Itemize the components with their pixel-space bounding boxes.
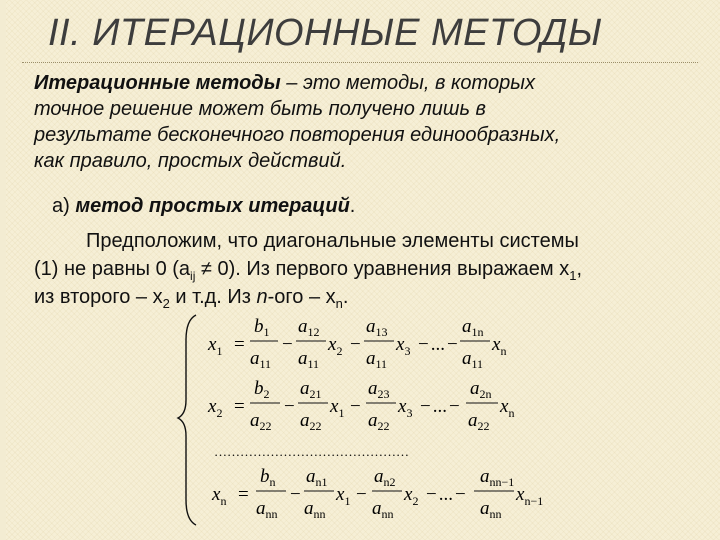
eq1-f3-num: $a_{13}$ xyxy=(366,316,388,339)
eq1-f2-num: $a_{12}$ xyxy=(298,316,320,339)
eq3-f1-den: $a_{nn}$ xyxy=(256,498,278,521)
eq3-lhs: $x_n$ xyxy=(212,484,227,508)
assume-line-2-sub2: 1 xyxy=(569,268,577,283)
equation-1 xyxy=(207,316,506,371)
intro-line-2-text: точное решение может быть получено лишь в xyxy=(34,98,486,120)
eq2-f2-num: $a_{21}$ xyxy=(300,378,322,401)
eq3-f2-den: $a_{nn}$ xyxy=(304,498,326,521)
svg-text:−...−: − ... − xyxy=(426,484,466,505)
eq2-f2-den: $a_{22}$ xyxy=(300,410,322,433)
assume-line-2-sub: ij xyxy=(190,269,196,283)
eq3-f3-num: $a_{n2}$ xyxy=(374,466,396,489)
intro-line-4: как правило, простых действий. xyxy=(34,150,347,172)
svg-text:=: = xyxy=(234,334,245,355)
svg-text:−: − xyxy=(282,334,293,355)
intro-line-3-text: результате бесконечного повторения единообразных, xyxy=(34,124,561,146)
eq2-f3-den: $a_{22}$ xyxy=(368,410,390,433)
svg-text:−: − xyxy=(356,484,367,505)
method-name: метод простых итераций xyxy=(75,195,350,217)
assume-line-2-b: ≠ 0). Из первого уравнения выражаем x xyxy=(195,258,570,280)
eq3-v2: $x_1$ xyxy=(336,484,351,508)
eq1-lhs: $x_1$ xyxy=(208,334,223,358)
assume-line-1: Предположим, что диагональные элементы системы xyxy=(86,230,579,252)
assume-line-2-c: , xyxy=(576,258,583,280)
equation-n xyxy=(211,466,543,521)
svg-text:−: − xyxy=(290,484,301,505)
eq2-v4: $x_n$ xyxy=(500,396,515,420)
method-suffix: . xyxy=(349,195,356,217)
eq2-f3-num: $a_{23}$ xyxy=(368,378,390,401)
eq2-f4-den: $a_{22}$ xyxy=(468,410,490,433)
eq2-v3: $x_3$ xyxy=(398,396,413,420)
svg-text:−: − xyxy=(350,334,361,355)
slide-title: II. ИТЕРАЦИОННЫЕ МЕТОДЫ xyxy=(48,12,603,54)
assume-line-3-n: n xyxy=(256,286,268,308)
system-brace xyxy=(178,315,196,525)
eq1-f2-den: $a_{11}$ xyxy=(298,348,320,371)
eq2-f4-num: $a_{2n}$ xyxy=(470,378,492,401)
eq1-v2: $x_2$ xyxy=(328,334,343,358)
eq2-lhs: $x_2$ xyxy=(208,396,223,420)
eq3-f2-num: $a_{n1}$ xyxy=(306,466,328,489)
eq3-v3: $x_2$ xyxy=(404,484,419,508)
assume-line-3-c: -ого – x xyxy=(267,286,336,308)
method-prefix: а) xyxy=(52,195,76,217)
ellipsis-row: ……………………………………… xyxy=(214,444,409,459)
equation-2 xyxy=(207,378,514,433)
eq2-v2: $x_1$ xyxy=(330,396,345,420)
eq3-v4: $x_{n-1}$ xyxy=(516,484,544,508)
eq3-f3-den: $a_{nn}$ xyxy=(372,498,394,521)
eq3-f4-num: $a_{nn-1}$ xyxy=(480,466,515,489)
svg-text:−: − xyxy=(284,396,295,417)
assume-line-2-a: (1) не равны 0 (a xyxy=(34,258,191,280)
term-iterative-methods: Итерационные методы xyxy=(34,72,281,94)
eq2-f1-den: $a_{22}$ xyxy=(250,410,272,433)
assume-line-3-sub2: n xyxy=(335,296,343,311)
eq1-f4-den: $a_{11}$ xyxy=(462,348,484,371)
eq3-f1-num: $b_n$ xyxy=(260,466,276,489)
intro-line-1-rest: – это методы, в которых xyxy=(280,72,535,94)
eq1-f1-num: $b_1$ xyxy=(254,316,270,339)
eq2-f1-num: $b_2$ xyxy=(254,378,270,401)
svg-text:−...−: − ... − xyxy=(418,334,458,355)
svg-text:−: − xyxy=(350,396,361,417)
svg-text:=: = xyxy=(234,396,245,417)
assume-line-3-d: . xyxy=(342,286,349,308)
eq1-f4-num: $a_{1n}$ xyxy=(462,316,484,339)
svg-text:=: = xyxy=(238,484,249,505)
eq1-f3-den: $a_{11}$ xyxy=(366,348,388,371)
eq1-v4: $x_n$ xyxy=(492,334,507,358)
eq3-f4-den: $a_{nn}$ xyxy=(480,498,502,521)
svg-text:−...−: − ... − xyxy=(420,396,460,417)
eq1-v3: $x_3$ xyxy=(396,334,411,358)
assume-line-3-b: и т.д. Из xyxy=(169,286,257,308)
eq1-f1-den: $a_{11}$ xyxy=(250,348,272,371)
assume-line-3-sub: 2 xyxy=(162,296,170,311)
assume-line-3-a: из второго – x xyxy=(34,286,163,308)
